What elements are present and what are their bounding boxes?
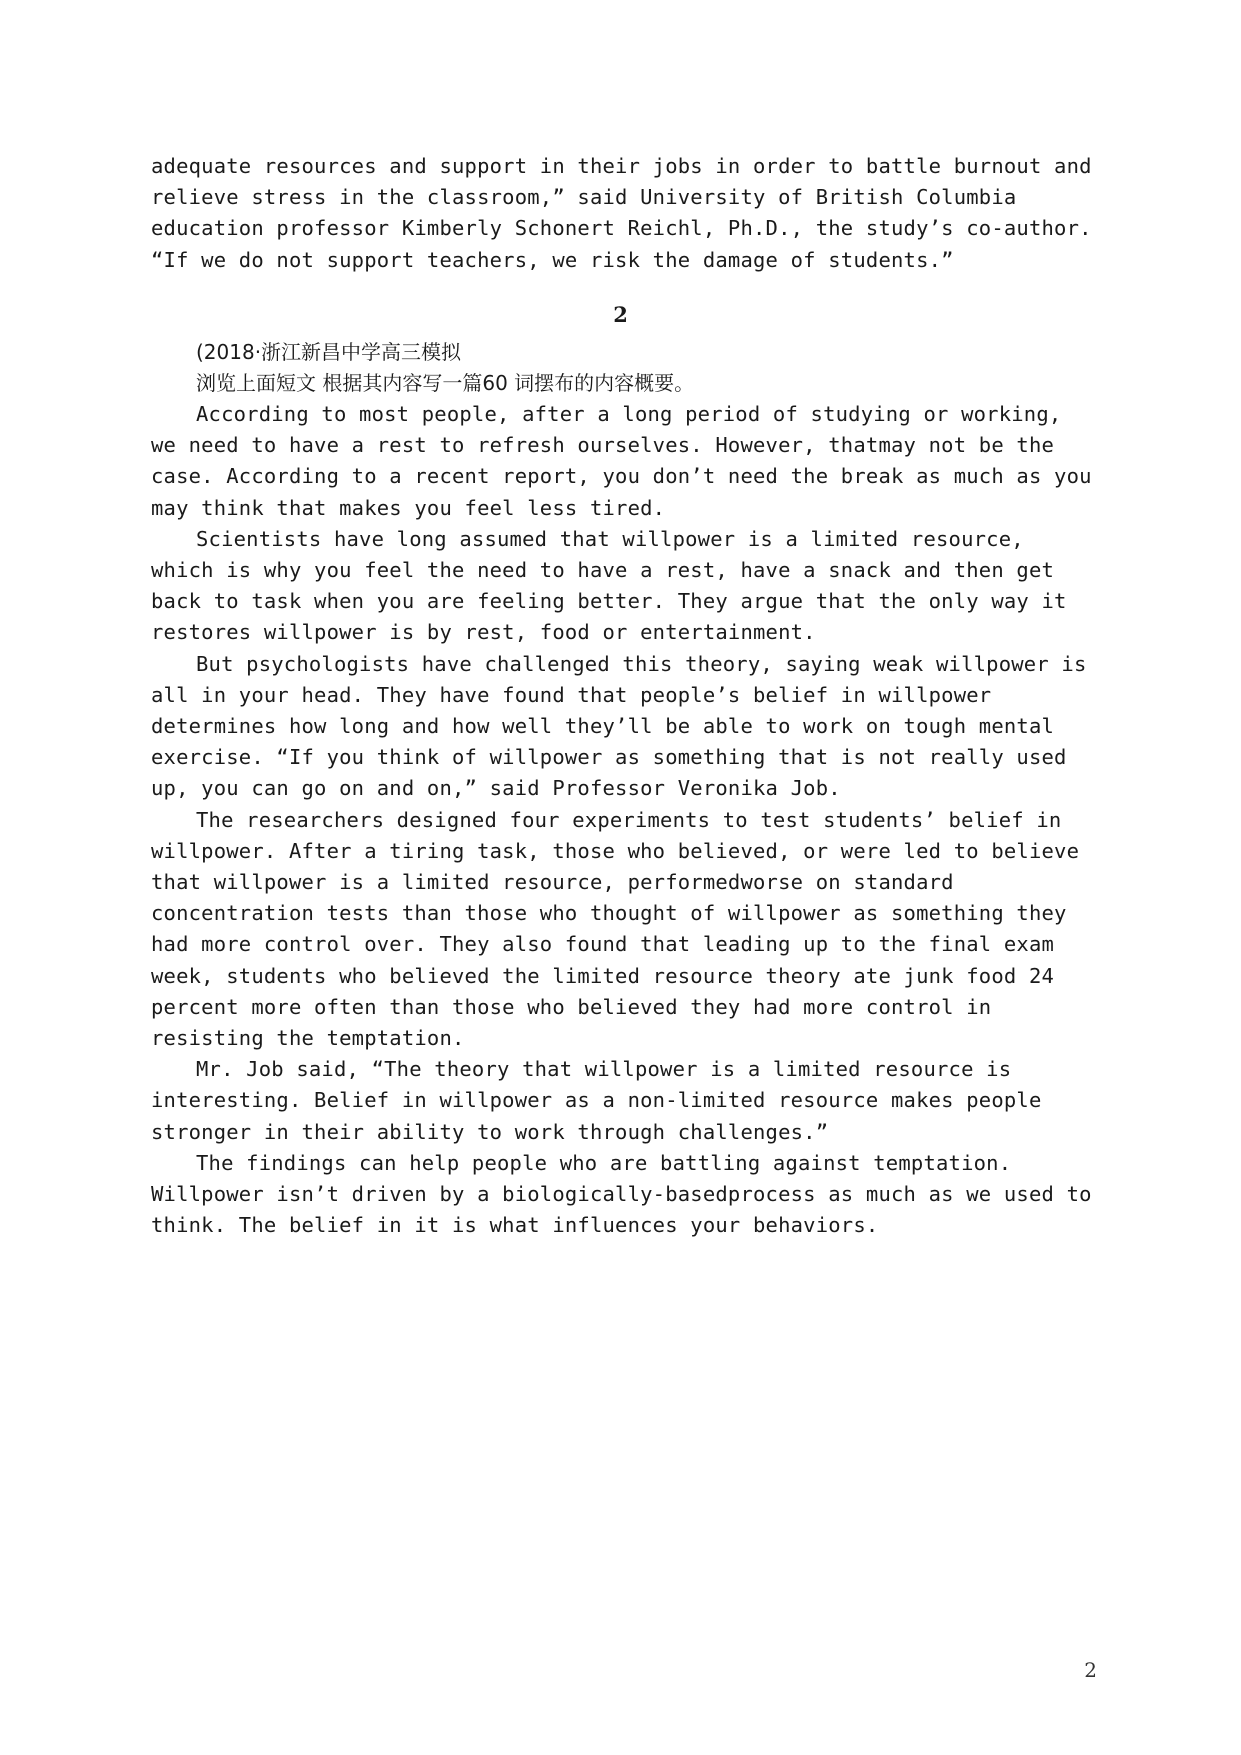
section-number: 2 — [613, 302, 628, 327]
instruction-line: 浏览上面短文 根据其内容写一篇60 词摆布的内容概要。 — [196, 371, 695, 395]
reading-passage — [151, 399, 1096, 1241]
page-number: 2 — [1084, 1658, 1097, 1682]
passage-paragraph-6: The findings can help people who are battling against temptation. Willpower isn’t driven by a biologically-basedprocess as much as we used to think. The belief in it is what influences your behaviors. — [151, 1150, 1092, 1238]
previous-passage-ending — [151, 151, 1096, 276]
passage-paragraph-3: But psychologists have challenged this theory, saying weak willpower is all in your head. They have found that people’s belief in willpower determines how long and how well they’ll be able to work on tough mental exercise. “If you think of willpower as something that is not really used up, you can go on and on,” said Professor Veronika Job. — [151, 651, 1087, 801]
passage-paragraph-2: Scientists have long assumed that willpower is a limited resource, which is why you feel the need to have a rest, have a snack and then get back to task when you are feeling better. They argue that the only way it restores willpower is by rest, food or entertainment. — [151, 526, 1067, 645]
source-line: (2018·浙江新昌中学高三模拟 — [196, 340, 462, 364]
passage-paragraph-4: The researchers designed four experiments to test students’ belief in willpower. After a tiring task, those who believed, or were led to believe that willpower is a limited resource, performedworse on standard concentration tests than those who thought of willpower as something they had more control over. They also found that leading up to the final exam week, students who believed the limited resource theory ate junk food 24 percent more often than those who believed they had more control in resisting the temptation. — [151, 807, 1080, 1051]
continuation-paragraph: adequate resources and support in their jobs in order to battle burnout and relieve stress in the classroom,” said University of British Columbia education professor Kimberly Schonert Reichl, Ph.D., the study’s co-author. “If we do not support teachers, we risk the damage of students.” — [151, 154, 1092, 272]
passage-paragraph-5: Mr. Job said, “The theory that willpower is a limited resource is interesting. Belief in willpower as a non-limited resource makes people stronger in their ability to work through challenges.” — [151, 1057, 1042, 1144]
passage-paragraph-1: According to most people, after a long period of studying or working, we need to have a rest to refresh ourselves. However, thatmay not be the case. According to a recent report, you don’t need the break as much as you may think that makes you feel less tired. — [151, 402, 1092, 520]
